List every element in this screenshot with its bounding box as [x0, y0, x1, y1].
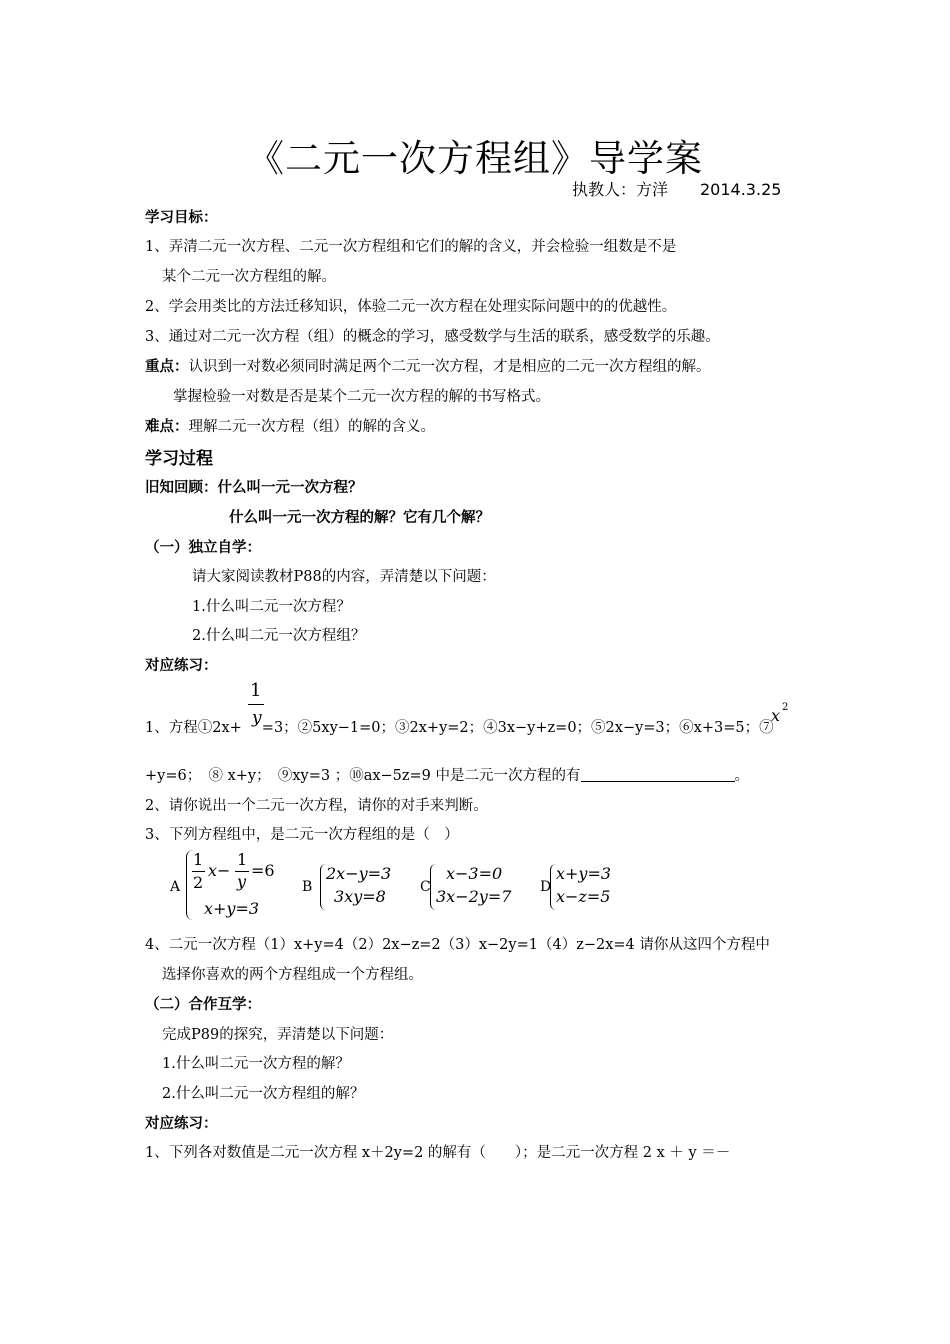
- ex3-stem: 3、下列方程组中，是二元一次方程组的是（ ）: [145, 827, 459, 843]
- option-a-eq1-mid: x−: [208, 861, 231, 880]
- option-a-eq1-num2: 1: [237, 850, 248, 869]
- key-points-text: 认识到一对数必须同时满足两个二元一次方程，才是相应的二元一次方程组的解。: [188, 359, 711, 375]
- objective-1-cont: 某个二元一次方程组的解。: [162, 269, 336, 285]
- section2-ex1: 1、下列各对数值是二元一次方程 x＋2y=2 的解有（ ）；是二元一次方程 2 x ＋ y ＝－: [145, 1145, 731, 1161]
- practice-heading-1: 对应练习：: [145, 658, 218, 674]
- ex1-frac-num: 1: [250, 680, 262, 701]
- ex1-answer-blank[interactable]: [581, 767, 735, 782]
- option-b-label: B: [302, 879, 313, 895]
- process-heading: 学习过程: [145, 449, 213, 469]
- option-c-eq2: 3x−2y=7: [436, 887, 512, 906]
- option-a-eq1-den1: 2: [193, 873, 204, 892]
- section2-q1: 1.什么叫二元一次方程的解？: [162, 1056, 350, 1072]
- ex1-line2-text: +y=6； ⑧ x+y； ⑨xy=3 ；⑩ax−5z=9 中是二元一次方程的有: [145, 768, 581, 784]
- option-a-eq1-end: =6: [251, 861, 275, 880]
- option-d-eq2: x−z=5: [556, 887, 611, 906]
- key-points-line2: 掌握检验一对数是否是某个二元一次方程的解的书写格式。: [173, 389, 550, 405]
- review-line: [145, 476, 363, 497]
- section1-intro: 请大家阅读教材P88的内容，弄清楚以下问题：: [192, 569, 496, 585]
- ex1-a: 2x+: [212, 720, 242, 736]
- author-date: 执教人：方洋 2014.3.25: [572, 180, 782, 199]
- section2-heading: （二）合作互学：: [145, 997, 261, 1013]
- ex1-line2-end: 。: [734, 768, 750, 784]
- option-b-eq1: 2x−y=3: [326, 864, 392, 883]
- ex2-line: 2、请你说出一个二元一次方程，请你的对手来判断。: [145, 798, 488, 814]
- option-c-eq1: x−3=0: [446, 864, 503, 883]
- practice-heading-2: 对应练习：: [145, 1116, 218, 1132]
- option-a-eq2: x+y=3: [204, 899, 260, 918]
- ex1-x-base: x: [771, 706, 781, 725]
- section1-q2: 2.什么叫二元一次方程组？: [192, 628, 366, 644]
- option-a-label: A: [170, 879, 181, 895]
- difficulty-label: 难点：: [145, 419, 189, 435]
- objective-3: 3、通过对二元一次方程（组）的概念的学习，感受数学与生活的联系，感受数学的乐趣。: [145, 329, 720, 345]
- page-title: 《二元一次方程组》导学案: [247, 137, 703, 180]
- ex1-line2: [145, 764, 749, 785]
- difficulty-line: [145, 415, 435, 436]
- review-label: 旧知回顾：: [145, 480, 218, 496]
- option-a-brace: [186, 850, 193, 920]
- section2-q2: 2.什么叫二元一次方程组的解？: [162, 1086, 365, 1102]
- option-d-eq1: x+y=3: [556, 864, 612, 883]
- ex1-prefix: 1、方程①: [145, 720, 213, 736]
- review-q1: 什么叫一元一次方程？: [217, 480, 363, 496]
- ex1-x-exp: 2: [782, 702, 789, 713]
- ex1-b: =3；②5xy−1=0；③2x+y=2；④3x−y+z=0；⑤2x−y=3；⑥x+3=5；⑦: [261, 720, 774, 736]
- key-points-line1: [145, 355, 711, 376]
- option-b-eq2: 3xy=8: [334, 887, 386, 906]
- section2-intro: 完成P89的探究，弄清楚以下问题：: [162, 1027, 394, 1043]
- difficulty-text: 理解二元一次方程（组）的解的含义。: [188, 419, 435, 435]
- section1-q1: 1.什么叫二元一次方程？: [192, 599, 351, 615]
- option-a-eq1-den2: y: [237, 872, 247, 891]
- ex1-frac-bar: [248, 704, 264, 705]
- option-c-label: C: [420, 879, 431, 895]
- option-a-eq1-bar1: [192, 871, 205, 872]
- ex4-line1: 4、二元一次方程（1）x+y=4（2）2x−z=2（3）x−2y=1（4）z−2x=4 请你从这四个方程中: [145, 937, 770, 953]
- option-a-eq1-num1: 1: [193, 850, 204, 869]
- objectives-heading: 学习目标：: [145, 210, 218, 226]
- ex1-frac-den: y: [252, 708, 262, 728]
- objective-2: 2、学会用类比的方法迁移知识，体验二元一次方程在处理实际问题中的的优越性。: [145, 299, 677, 315]
- key-points-label: 重点：: [145, 359, 189, 375]
- option-d-label: D: [540, 879, 552, 895]
- review-q2: 什么叫一元一次方程的解？它有几个解？: [229, 510, 490, 526]
- ex1-line1: [145, 716, 774, 737]
- ex4-line2: 选择你喜欢的两个方程组成一个方程组。: [162, 967, 423, 983]
- objective-1: 1、弄清二元一次方程、二元一次方程组和它们的解的含义，并会检验一组数是不是: [145, 239, 677, 255]
- section1-heading: （一）独立自学：: [145, 540, 261, 556]
